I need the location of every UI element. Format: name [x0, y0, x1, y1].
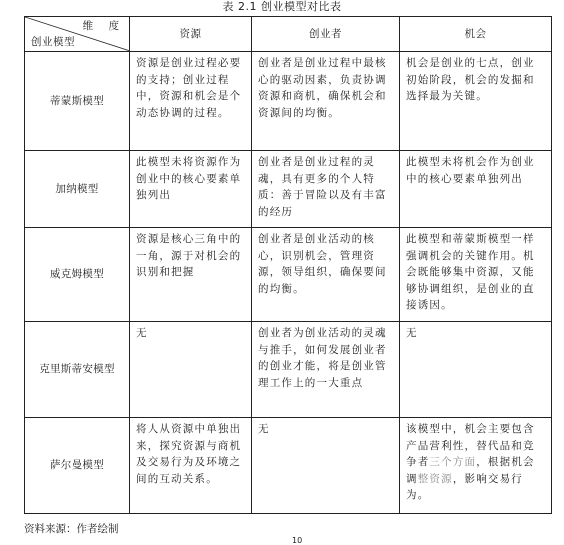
entrepreneur-cell: 无	[252, 418, 400, 514]
resources-cell: 资源是核心三角中的一角，源于对机会的识别和把握	[130, 228, 252, 322]
opportunity-cell: 机会是创业的七点，创业初始阶段，机会的发掘和选择最为关键。	[400, 52, 552, 151]
table-row	[25, 151, 552, 228]
header-resources: 资源	[130, 17, 252, 52]
resources-cell: 资源是创业过程必要的支持；创业过程中，资源和机会是个动态协调的过程。	[130, 52, 252, 151]
header-opportunity: 机会	[400, 17, 552, 52]
corner-dimension-label: 维 度	[82, 20, 125, 32]
opportunity-cell: 无	[400, 322, 552, 418]
opportunity-text-faded: 整资源	[417, 472, 453, 485]
page-number: 10	[292, 536, 303, 545]
opportunity-text-end: ，影响交易行为。	[406, 472, 524, 501]
entrepreneur-cell: 创业者是创业过程中最核心的驱动因素，负责协调资源和商机，确保机会和资源间的均衡。	[252, 52, 400, 151]
resources-cell: 无	[130, 322, 252, 418]
opportunity-text-middle: ，根据机会调	[406, 456, 535, 485]
opportunity-cell	[400, 418, 552, 514]
opportunity-cell: 此模型和蒂蒙斯模型一样强调机会的关键作用。机会既能够集中资源，又能够协调组织，是创业的直接诱因。	[400, 228, 552, 322]
model-comparison-table	[24, 16, 552, 514]
model-name-cell: 萨尔曼模型	[25, 418, 130, 514]
opportunity-text-main: 该模型中，机会主要包含产品营利性，替代品和竞争者	[406, 423, 535, 468]
entrepreneur-cell: 创业者是创业过程的灵魂，具有更多的个人特质：善于冒险以及有丰富的经历	[252, 151, 400, 228]
entrepreneur-cell: 创业者为创业活动的灵魂与推手，如何发展创业者的创业才能，将是创业管理工作上的一大重点	[252, 322, 400, 418]
table-row	[25, 228, 552, 322]
model-name-cell: 克里斯蒂安模型	[25, 322, 130, 418]
table-row	[25, 418, 552, 514]
opportunity-cell: 此模型未将机会作为创业中的核心要素单独列出	[400, 151, 552, 228]
header-corner-cell	[25, 17, 130, 52]
source-note: 资料来源：作者绘制	[24, 523, 119, 535]
model-name-cell: 威克姆模型	[25, 228, 130, 322]
entrepreneur-cell: 创业者是创业活动的核心，识别机会，管理资源，领导组织，确保要间的均衡。	[252, 228, 400, 322]
resources-cell: 此模型未将资源作为创业中的核心要素单独列出	[130, 151, 252, 228]
table-caption: 表 2.1 创业模型对比表	[222, 0, 342, 13]
corner-model-label: 创业模型	[31, 35, 75, 48]
table-row	[25, 322, 552, 418]
header-entrepreneur: 创业者	[252, 17, 400, 52]
table-row	[25, 52, 552, 151]
resources-cell: 将人从资源中单独出来，探究资源与商机及交易行为及环境之间的互动关系。	[130, 418, 252, 514]
model-name-cell: 加纳模型	[25, 151, 130, 228]
header-row	[25, 17, 552, 52]
model-name-cell: 蒂蒙斯模型	[25, 52, 130, 151]
opportunity-text-faded: 三个方面	[429, 456, 477, 468]
